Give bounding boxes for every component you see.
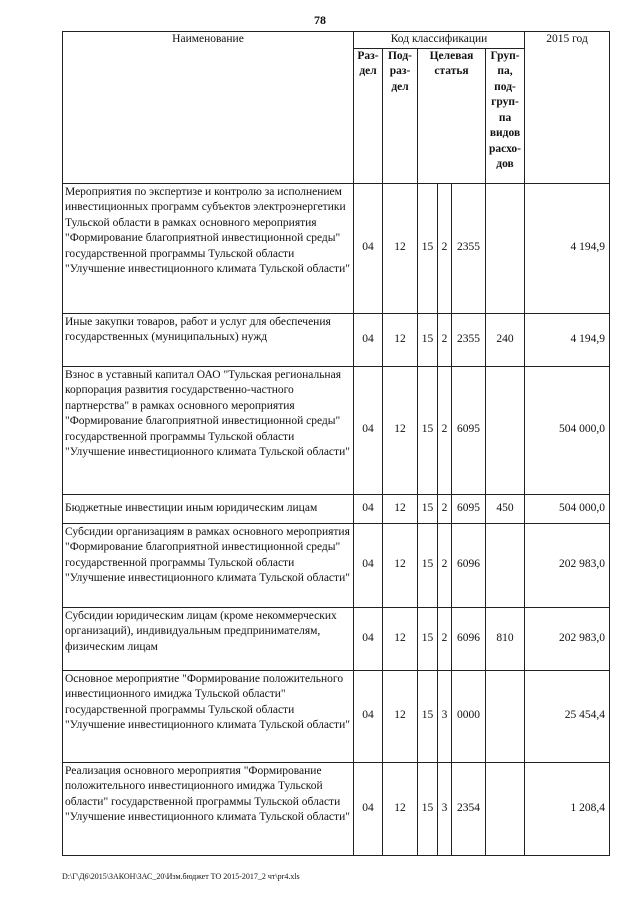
row-name: Мероприятия по экспертизе и контролю за исполнением инвестиционных программ субъектов электроэнергетики Тульской области в рамках основного мероприятия "Формирование благоприятной инвестиционной среды" государственной программы Тульской области "Улучшение инвестиционного климата Тульской области" xyxy=(63,183,354,313)
row-target-item: 2355 xyxy=(452,313,486,366)
table-row xyxy=(63,494,610,523)
row-expense-group xyxy=(486,183,525,313)
row-section: 04 xyxy=(354,670,383,762)
row-amount: 4 194,9 xyxy=(525,313,610,366)
row-section: 04 xyxy=(354,313,383,366)
page-number: 78 xyxy=(314,13,326,27)
row-target-program: 15 xyxy=(418,607,438,670)
table-row xyxy=(63,366,610,494)
row-subsection: 12 xyxy=(383,762,418,855)
row-subsection: 12 xyxy=(383,183,418,313)
row-target-subprogram: 2 xyxy=(438,494,452,523)
row-subsection: 12 xyxy=(383,523,418,607)
row-target-item: 0000 xyxy=(452,670,486,762)
row-name: Субсидии юридическим лицам (кроме некоммерческих организаций), индивидуальным предпринимателям, физическим лицам xyxy=(63,607,354,670)
row-target-subprogram: 2 xyxy=(438,313,452,366)
row-amount: 4 194,9 xyxy=(525,183,610,313)
row-expense-group xyxy=(486,762,525,855)
row-target-program: 15 xyxy=(418,762,438,855)
row-expense-group xyxy=(486,523,525,607)
row-target-subprogram: 3 xyxy=(438,762,452,855)
row-expense-group: 810 xyxy=(486,607,525,670)
row-amount: 25 454,4 xyxy=(525,670,610,762)
row-target-item: 2354 xyxy=(452,762,486,855)
row-subsection: 12 xyxy=(383,313,418,366)
row-subsection: 12 xyxy=(383,670,418,762)
row-target-subprogram: 2 xyxy=(438,523,452,607)
table-row xyxy=(63,523,610,607)
row-name: Бюджетные инвестиции иным юридическим лицам xyxy=(63,494,354,523)
row-subsection: 12 xyxy=(383,607,418,670)
row-expense-group: 240 xyxy=(486,313,525,366)
row-target-program: 15 xyxy=(418,313,438,366)
row-name: Основное мероприятие "Формирование положительного инвестиционного имиджа Тульской области" государственной программы Тульской области "Улучшение инвестиционного климата Тульской области" xyxy=(63,670,354,762)
row-amount: 1 208,4 xyxy=(525,762,610,855)
row-name: Взнос в уставный капитал ОАО "Тульская региональная корпорация развития государственно-частного партнерства" в рамках основного мероприятия "Формирование благоприятной инвестиционной среды" государственной программы Тульской области "Улучшение инвестиционного климата Тульской области" xyxy=(63,366,354,494)
row-section: 04 xyxy=(354,183,383,313)
budget-table xyxy=(62,31,610,856)
row-name: Иные закупки товаров, работ и услуг для обеспечения государственных (муниципальных) нужд xyxy=(63,313,354,366)
table-row xyxy=(63,183,610,313)
file-path-footer: D:\Г\Д6\2015\ЗАКОН\ЗАС_20\Изм.бюджет ТО 2015-2017_2 чт\pr4.xls xyxy=(62,872,300,881)
row-name: Субсидии организациям в рамках основного мероприятия "Формирование благоприятной инвестиционной среды" государственной программы Тульской области "Улучшение инвестиционного климата Тульской области" xyxy=(63,523,354,607)
row-target-item: 6095 xyxy=(452,366,486,494)
header-section: Раз- дел xyxy=(354,48,383,183)
row-target-subprogram: 2 xyxy=(438,183,452,313)
row-target-subprogram: 2 xyxy=(438,366,452,494)
row-section: 04 xyxy=(354,762,383,855)
row-amount: 504 000,0 xyxy=(525,494,610,523)
row-expense-group xyxy=(486,366,525,494)
table-row xyxy=(63,670,610,762)
row-target-program: 15 xyxy=(418,670,438,762)
row-target-item: 6095 xyxy=(452,494,486,523)
header-target-article: Целевая статья xyxy=(418,48,486,183)
row-target-subprogram: 3 xyxy=(438,670,452,762)
row-target-item: 6096 xyxy=(452,607,486,670)
row-amount: 202 983,0 xyxy=(525,607,610,670)
header-year: 2015 год xyxy=(525,32,610,184)
row-target-subprogram: 2 xyxy=(438,607,452,670)
row-subsection: 12 xyxy=(383,366,418,494)
row-expense-group xyxy=(486,670,525,762)
row-target-item: 2355 xyxy=(452,183,486,313)
row-target-program: 15 xyxy=(418,523,438,607)
table-row xyxy=(63,313,610,366)
row-section: 04 xyxy=(354,494,383,523)
row-target-program: 15 xyxy=(418,183,438,313)
row-section: 04 xyxy=(354,523,383,607)
row-amount: 504 000,0 xyxy=(525,366,610,494)
row-target-item: 6096 xyxy=(452,523,486,607)
row-amount: 202 983,0 xyxy=(525,523,610,607)
row-section: 04 xyxy=(354,366,383,494)
row-target-program: 15 xyxy=(418,494,438,523)
row-expense-group: 450 xyxy=(486,494,525,523)
row-section: 04 xyxy=(354,607,383,670)
row-name: Реализация основного мероприятия "Формирование положительного инвестиционного имиджа Тульской области" государственной программы Тульской области "Улучшение инвестиционного климата Тульской области" xyxy=(63,762,354,855)
header-classification: Код классификации xyxy=(354,32,525,49)
table-row xyxy=(63,607,610,670)
header-expense-group: Груп- па, под- груп- па видов расхо- дов xyxy=(486,48,525,183)
header-name: Наименование xyxy=(63,32,354,184)
row-target-program: 15 xyxy=(418,366,438,494)
row-subsection: 12 xyxy=(383,494,418,523)
table-row xyxy=(63,762,610,855)
header-subsection: Под- раз- дел xyxy=(383,48,418,183)
